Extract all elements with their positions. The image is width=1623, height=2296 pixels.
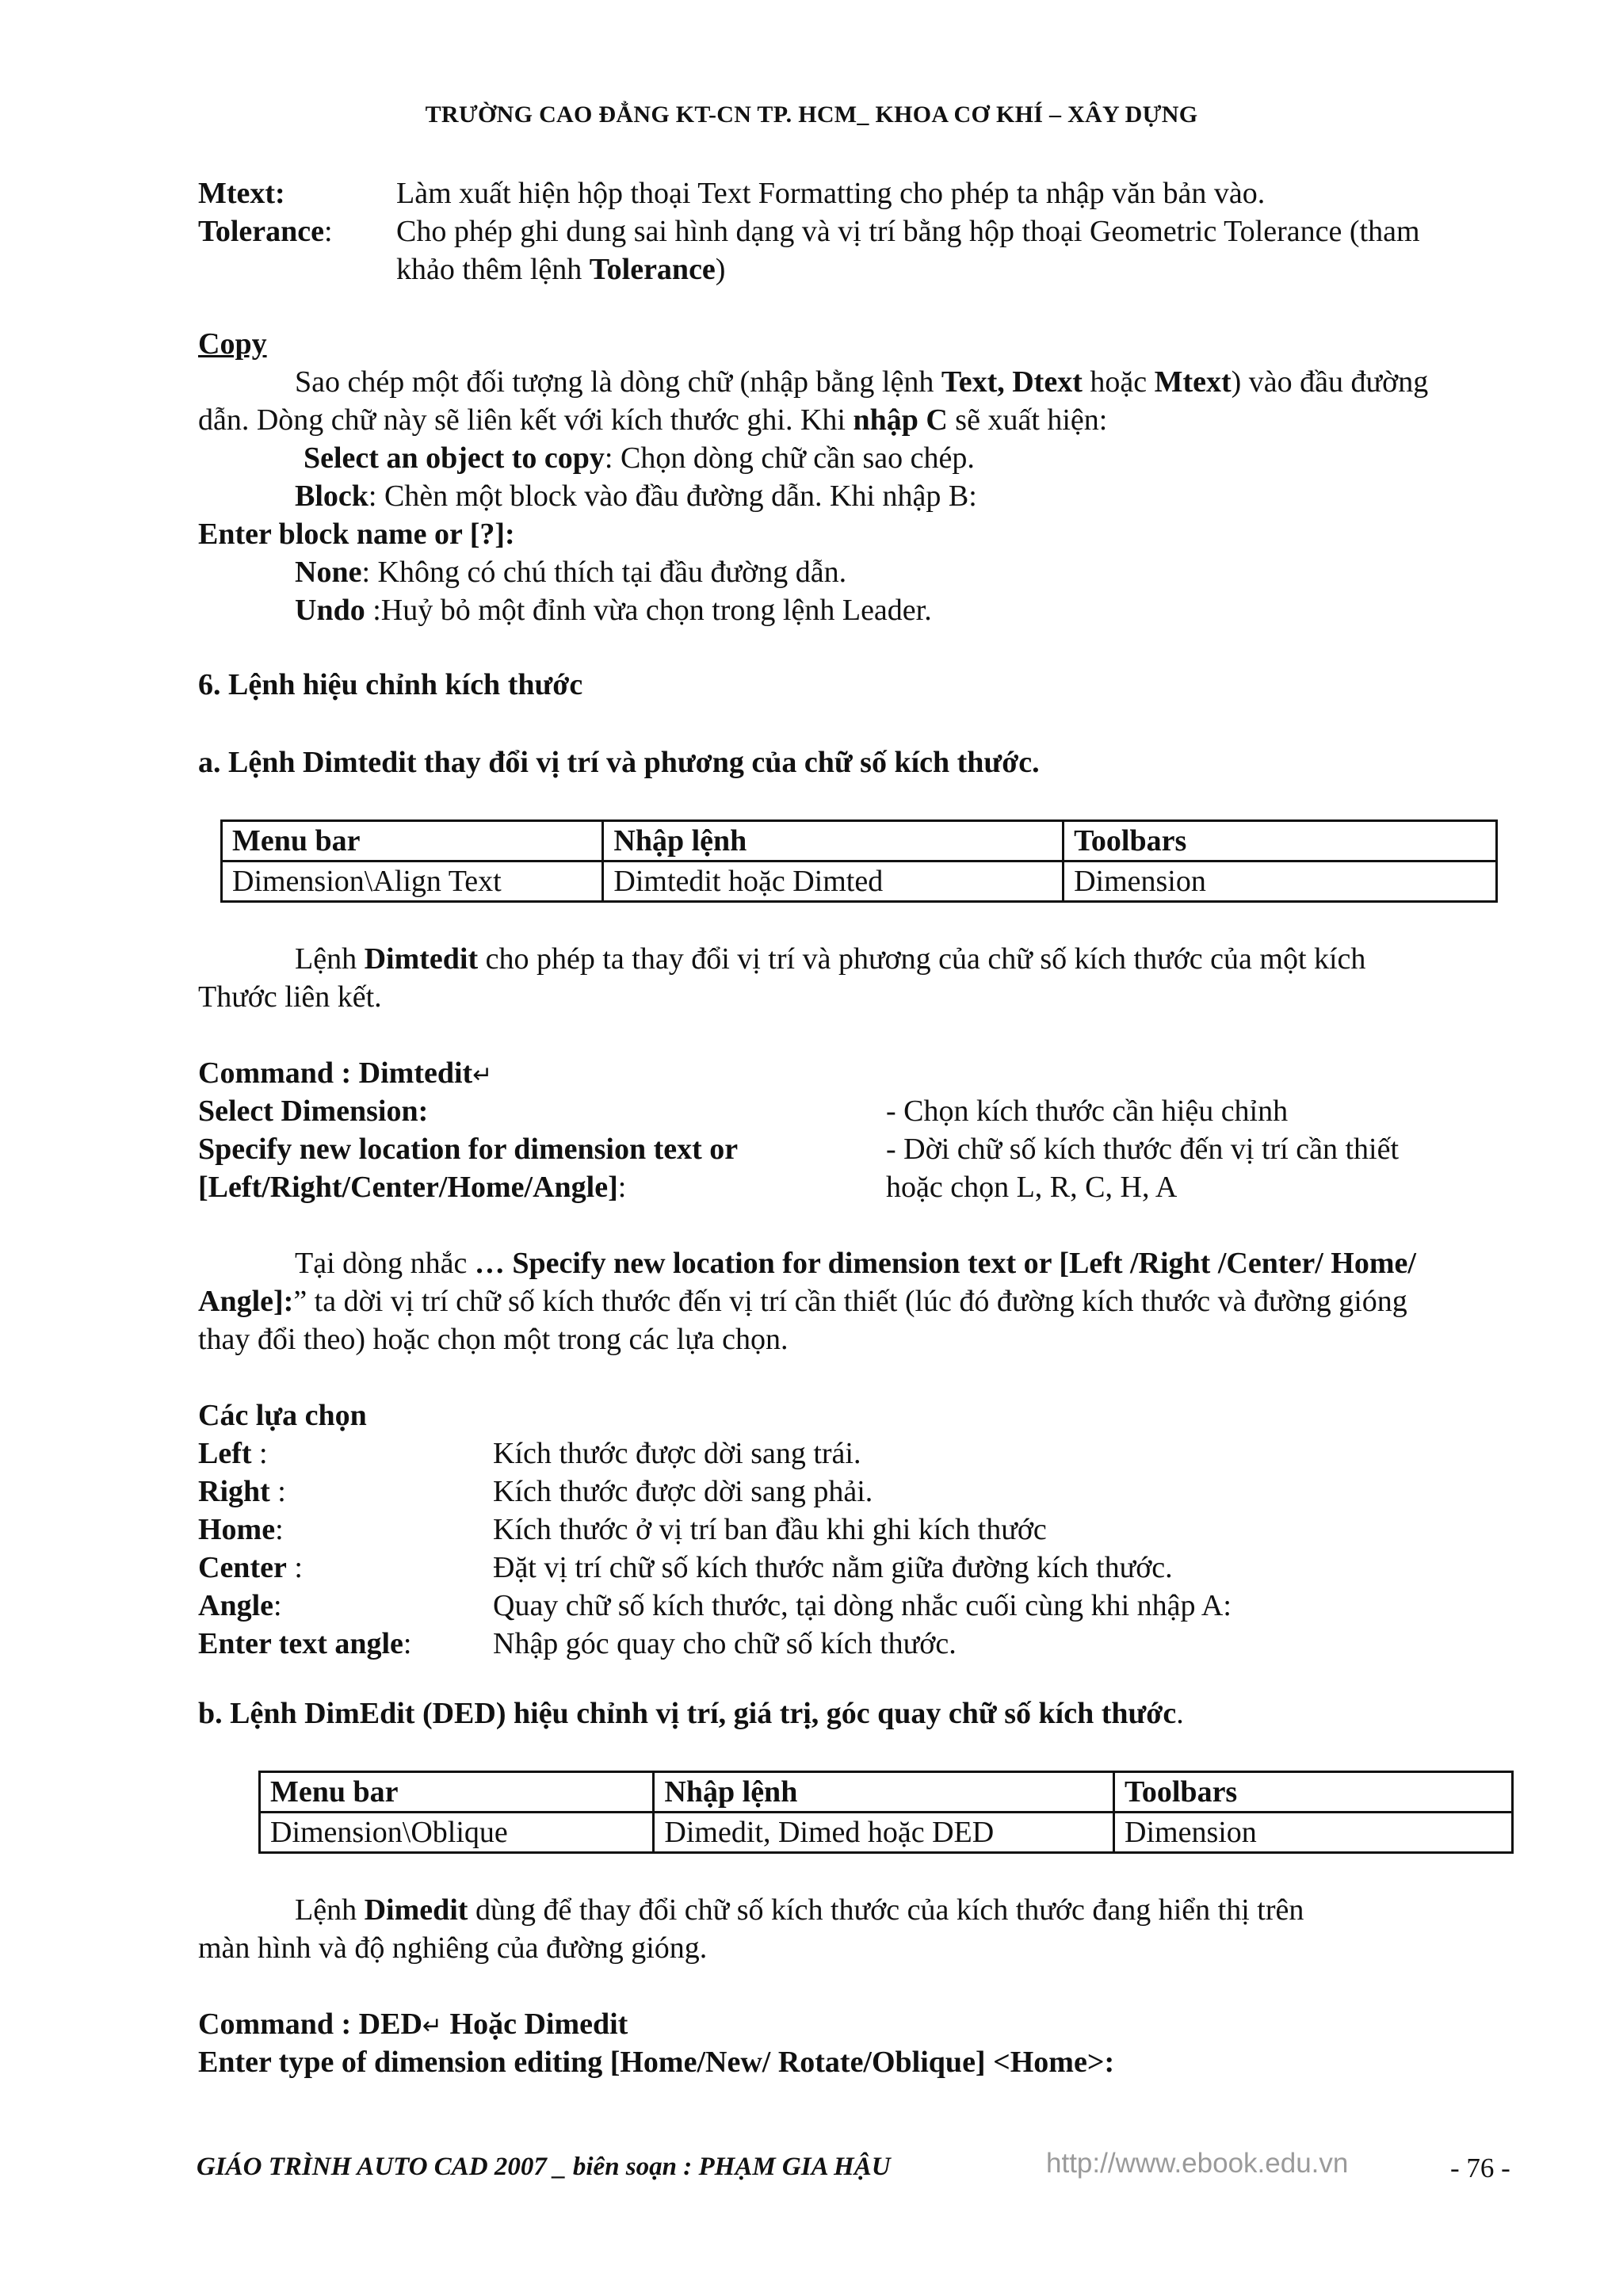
text-run: Lệnh: [295, 1893, 365, 1927]
choice-center: [198, 1549, 303, 1587]
choice-label: Angle: [198, 1589, 273, 1622]
copy-enter-block: Enter block name or [?]:: [198, 518, 515, 551]
choice-home: [198, 1511, 284, 1549]
text-run: ” ta dời vị trí chữ số kích thước đến vị trí cần thiết (lúc đó đường kích thước và đường gióng: [293, 1285, 1407, 1318]
text-run-bold: None: [295, 556, 362, 589]
choice-desc: Nhập góc quay cho chữ số kích thước.: [493, 1627, 957, 1660]
choice-right: [198, 1473, 286, 1511]
text-run-bold: Dimedit: [364, 1893, 468, 1927]
table-header-cell: Toolbars: [1114, 1772, 1513, 1813]
table-header-cell: Toolbars: [1064, 821, 1497, 861]
note-line2: [198, 1282, 1407, 1320]
text-run: :Huỷ bỏ một đỉnh vừa chọn trong lệnh Leader.: [365, 594, 932, 627]
text-run-bold: Undo: [295, 594, 365, 627]
copy-block-line: [295, 477, 977, 515]
footer-book-title: GIÁO TRÌNH AUTO CAD 2007 _ biên soạn : PHẠM GIA HẬU: [197, 2153, 891, 2181]
prompt-left: Select Dimension:: [198, 1095, 429, 1128]
text-run: khảo thêm lệnh: [396, 253, 590, 286]
text-run: Lệnh: [295, 942, 365, 976]
dimedit-command: [198, 2005, 628, 2046]
dimedit-enter-type: Enter type of dimension editing [Home/New/ Rotate/Oblique] <Home>:: [198, 2046, 1115, 2079]
table-cell: Dimension: [1114, 1813, 1513, 1853]
table-row: [260, 1813, 1513, 1853]
dimedit-table: [258, 1771, 1514, 1854]
choice-label: Left: [198, 1437, 252, 1470]
prompt-right: hoặc chọn L, R, C, H, A: [886, 1171, 1178, 1204]
choice-desc: Kích thước được dời sang phải.: [493, 1475, 873, 1508]
text-run-bold: … Specify new location for dimension text or [Left /Right /Center/ Home/: [474, 1247, 1416, 1280]
text-run-bold: Command : DED: [198, 2008, 422, 2041]
table-header-cell: Nhập lệnh: [603, 821, 1064, 861]
choice-desc: Đặt vị trí chữ số kích thước nằm giữa đường kích thước.: [493, 1551, 1173, 1584]
copy-none-line: [295, 553, 846, 591]
text-run: ): [715, 253, 726, 286]
text-run: dùng để thay đổi chữ số kích thước của kích thước đang hiển thị trên: [468, 1893, 1304, 1927]
text-run-bold: Mtext: [1154, 365, 1232, 399]
section-6-title: 6. Lệnh hiệu chỉnh kích thước: [198, 668, 583, 701]
text-run: :: [617, 1171, 627, 1204]
option-desc: Làm xuất hiện hộp thoại Text Formatting cho phép ta nhập văn bản vào.: [396, 177, 1266, 210]
copy-undo-line: [295, 591, 932, 629]
choice-enter-text-angle: [198, 1625, 411, 1663]
choice-sep: :: [273, 1589, 282, 1622]
text-run-bold: Text, Dtext: [941, 365, 1083, 399]
option-label: Tolerance: [198, 215, 325, 248]
table-cell: Dimension\Align Text: [222, 861, 603, 902]
page-header: TRƯỜNG CAO ĐẲNG KT-CN TP. HCM_ KHOA CƠ KHÍ – XÂY DỰNG: [425, 101, 1198, 128]
section-a-title: a. Lệnh Dimtedit thay đổi vị trí và phương của chữ số kích thước.: [198, 746, 1040, 779]
choice-sep: :: [275, 1513, 284, 1546]
page-number: - 76 -: [1450, 2153, 1510, 2183]
prompt-left-options: [198, 1168, 626, 1206]
choice-sep: :: [286, 1551, 303, 1584]
table-header-row: [222, 821, 1497, 861]
prompt-left: Specify new location for dimension text or: [198, 1133, 739, 1166]
dimtedit-table: [220, 819, 1498, 903]
text-run-bold: nhập C: [853, 403, 948, 437]
text-run-bold: Hoặc Dimedit: [442, 2008, 628, 2041]
table-cell: Dimtedit hoặc Dimted: [603, 861, 1064, 902]
text-run-bold: Tolerance: [589, 253, 716, 286]
table-header-cell: Nhập lệnh: [654, 1772, 1114, 1813]
text-run-bold: b. Lệnh DimEdit (DED) hiệu chỉnh vị trí, giá trị, góc quay chữ số kích thước: [198, 1697, 1177, 1730]
table-header-cell: Menu bar: [260, 1772, 654, 1813]
enter-key-icon: ↵: [472, 1061, 493, 1089]
text-run: ) vào đầu đường: [1231, 365, 1429, 399]
table-cell: Dimension: [1064, 861, 1497, 902]
choice-sep: :: [269, 1475, 286, 1508]
text-run: Tại dòng nhắc: [295, 1247, 475, 1280]
table-header-row: [260, 1772, 1513, 1813]
dimedit-para-line1: [295, 1891, 1304, 1929]
choice-desc: Quay chữ số kích thước, tại dòng nhắc cuối cùng khi nhập A:: [493, 1589, 1232, 1622]
text-run-bold: Command : Dimtedit: [198, 1056, 473, 1090]
option-label: Mtext:: [198, 177, 285, 210]
choice-desc: Kích thước ở vị trí ban đầu khi ghi kích thước: [493, 1513, 1047, 1546]
enter-key-icon: ↵: [422, 2012, 443, 2040]
text-run-bold: Block: [295, 479, 369, 513]
choice-label: Enter text angle: [198, 1627, 403, 1660]
text-run: Sao chép một đối tượng là dòng chữ (nhập bằng lệnh: [295, 365, 941, 399]
table-cell: Dimension\Oblique: [260, 1813, 654, 1853]
choice-sep: :: [403, 1627, 412, 1660]
copy-heading: Copy: [198, 327, 267, 361]
section-b-title: [198, 1694, 1184, 1733]
text-run: dẫn. Dòng chữ này sẽ liên kết với kích thước ghi. Khi: [198, 403, 854, 437]
option-desc-line2: [396, 250, 725, 288]
text-run: sẽ xuất hiện:: [947, 403, 1108, 437]
choice-left: [198, 1435, 268, 1473]
prompt-right: - Dời chữ số kích thước đến vị trí cần thiết: [886, 1133, 1400, 1166]
table-header-cell: Menu bar: [222, 821, 603, 861]
copy-para-line2: [198, 401, 1107, 439]
dimtedit-command: [198, 1054, 492, 1095]
option-label-wrap: [198, 212, 333, 250]
choice-desc: Kích thước được dời sang trái.: [493, 1437, 861, 1470]
text-run: hoặc: [1082, 365, 1155, 399]
text-run-bold: [Left/Right/Center/Home/Angle]: [198, 1171, 618, 1204]
choice-label: Center: [198, 1551, 287, 1584]
option-label-sep: :: [324, 215, 333, 248]
text-run: : Chọn dòng chữ cần sao chép.: [604, 441, 975, 475]
choices-title: Các lựa chọn: [198, 1399, 367, 1432]
note-line3: thay đổi theo) hoặc chọn một trong các lựa chọn.: [198, 1323, 789, 1356]
text-run-bold: Angle]:: [198, 1285, 294, 1318]
copy-select-line: [304, 439, 975, 477]
footer-url-link[interactable]: http://www.ebook.edu.vn: [1046, 2148, 1349, 2179]
choice-angle: [198, 1587, 282, 1625]
text-run-bold: Dimtedit: [364, 942, 479, 976]
text-run: : Không có chú thích tại đầu đường dẫn.: [361, 556, 847, 589]
text-run: .: [1176, 1697, 1184, 1730]
text-run: cho phép ta thay đổi vị trí và phương của chữ số kích thước của một kích: [478, 942, 1366, 976]
prompt-right: - Chọn kích thước cần hiệu chỉnh: [886, 1095, 1289, 1128]
table-cell: Dimedit, Dimed hoặc DED: [654, 1813, 1114, 1853]
copy-para-line1: [295, 363, 1428, 401]
note-line1: [295, 1244, 1416, 1282]
choice-label: Home: [198, 1513, 276, 1546]
text-run-bold: Select an object to copy: [304, 441, 605, 475]
option-desc: Cho phép ghi dung sai hình dạng và vị trí bằng hộp thoại Geometric Tolerance (tham: [396, 215, 1420, 248]
choice-label: Right: [198, 1475, 270, 1508]
dimtedit-para-line2: Thước liên kết.: [198, 980, 382, 1014]
dimtedit-para-line1: [295, 940, 1365, 978]
text-run: : Chèn một block vào đầu đường dẫn. Khi nhập B:: [368, 479, 977, 513]
dimedit-para-line2: màn hình và độ nghiêng của đường gióng.: [198, 1931, 708, 1965]
table-row: [222, 861, 1497, 902]
choice-sep: :: [251, 1437, 268, 1470]
